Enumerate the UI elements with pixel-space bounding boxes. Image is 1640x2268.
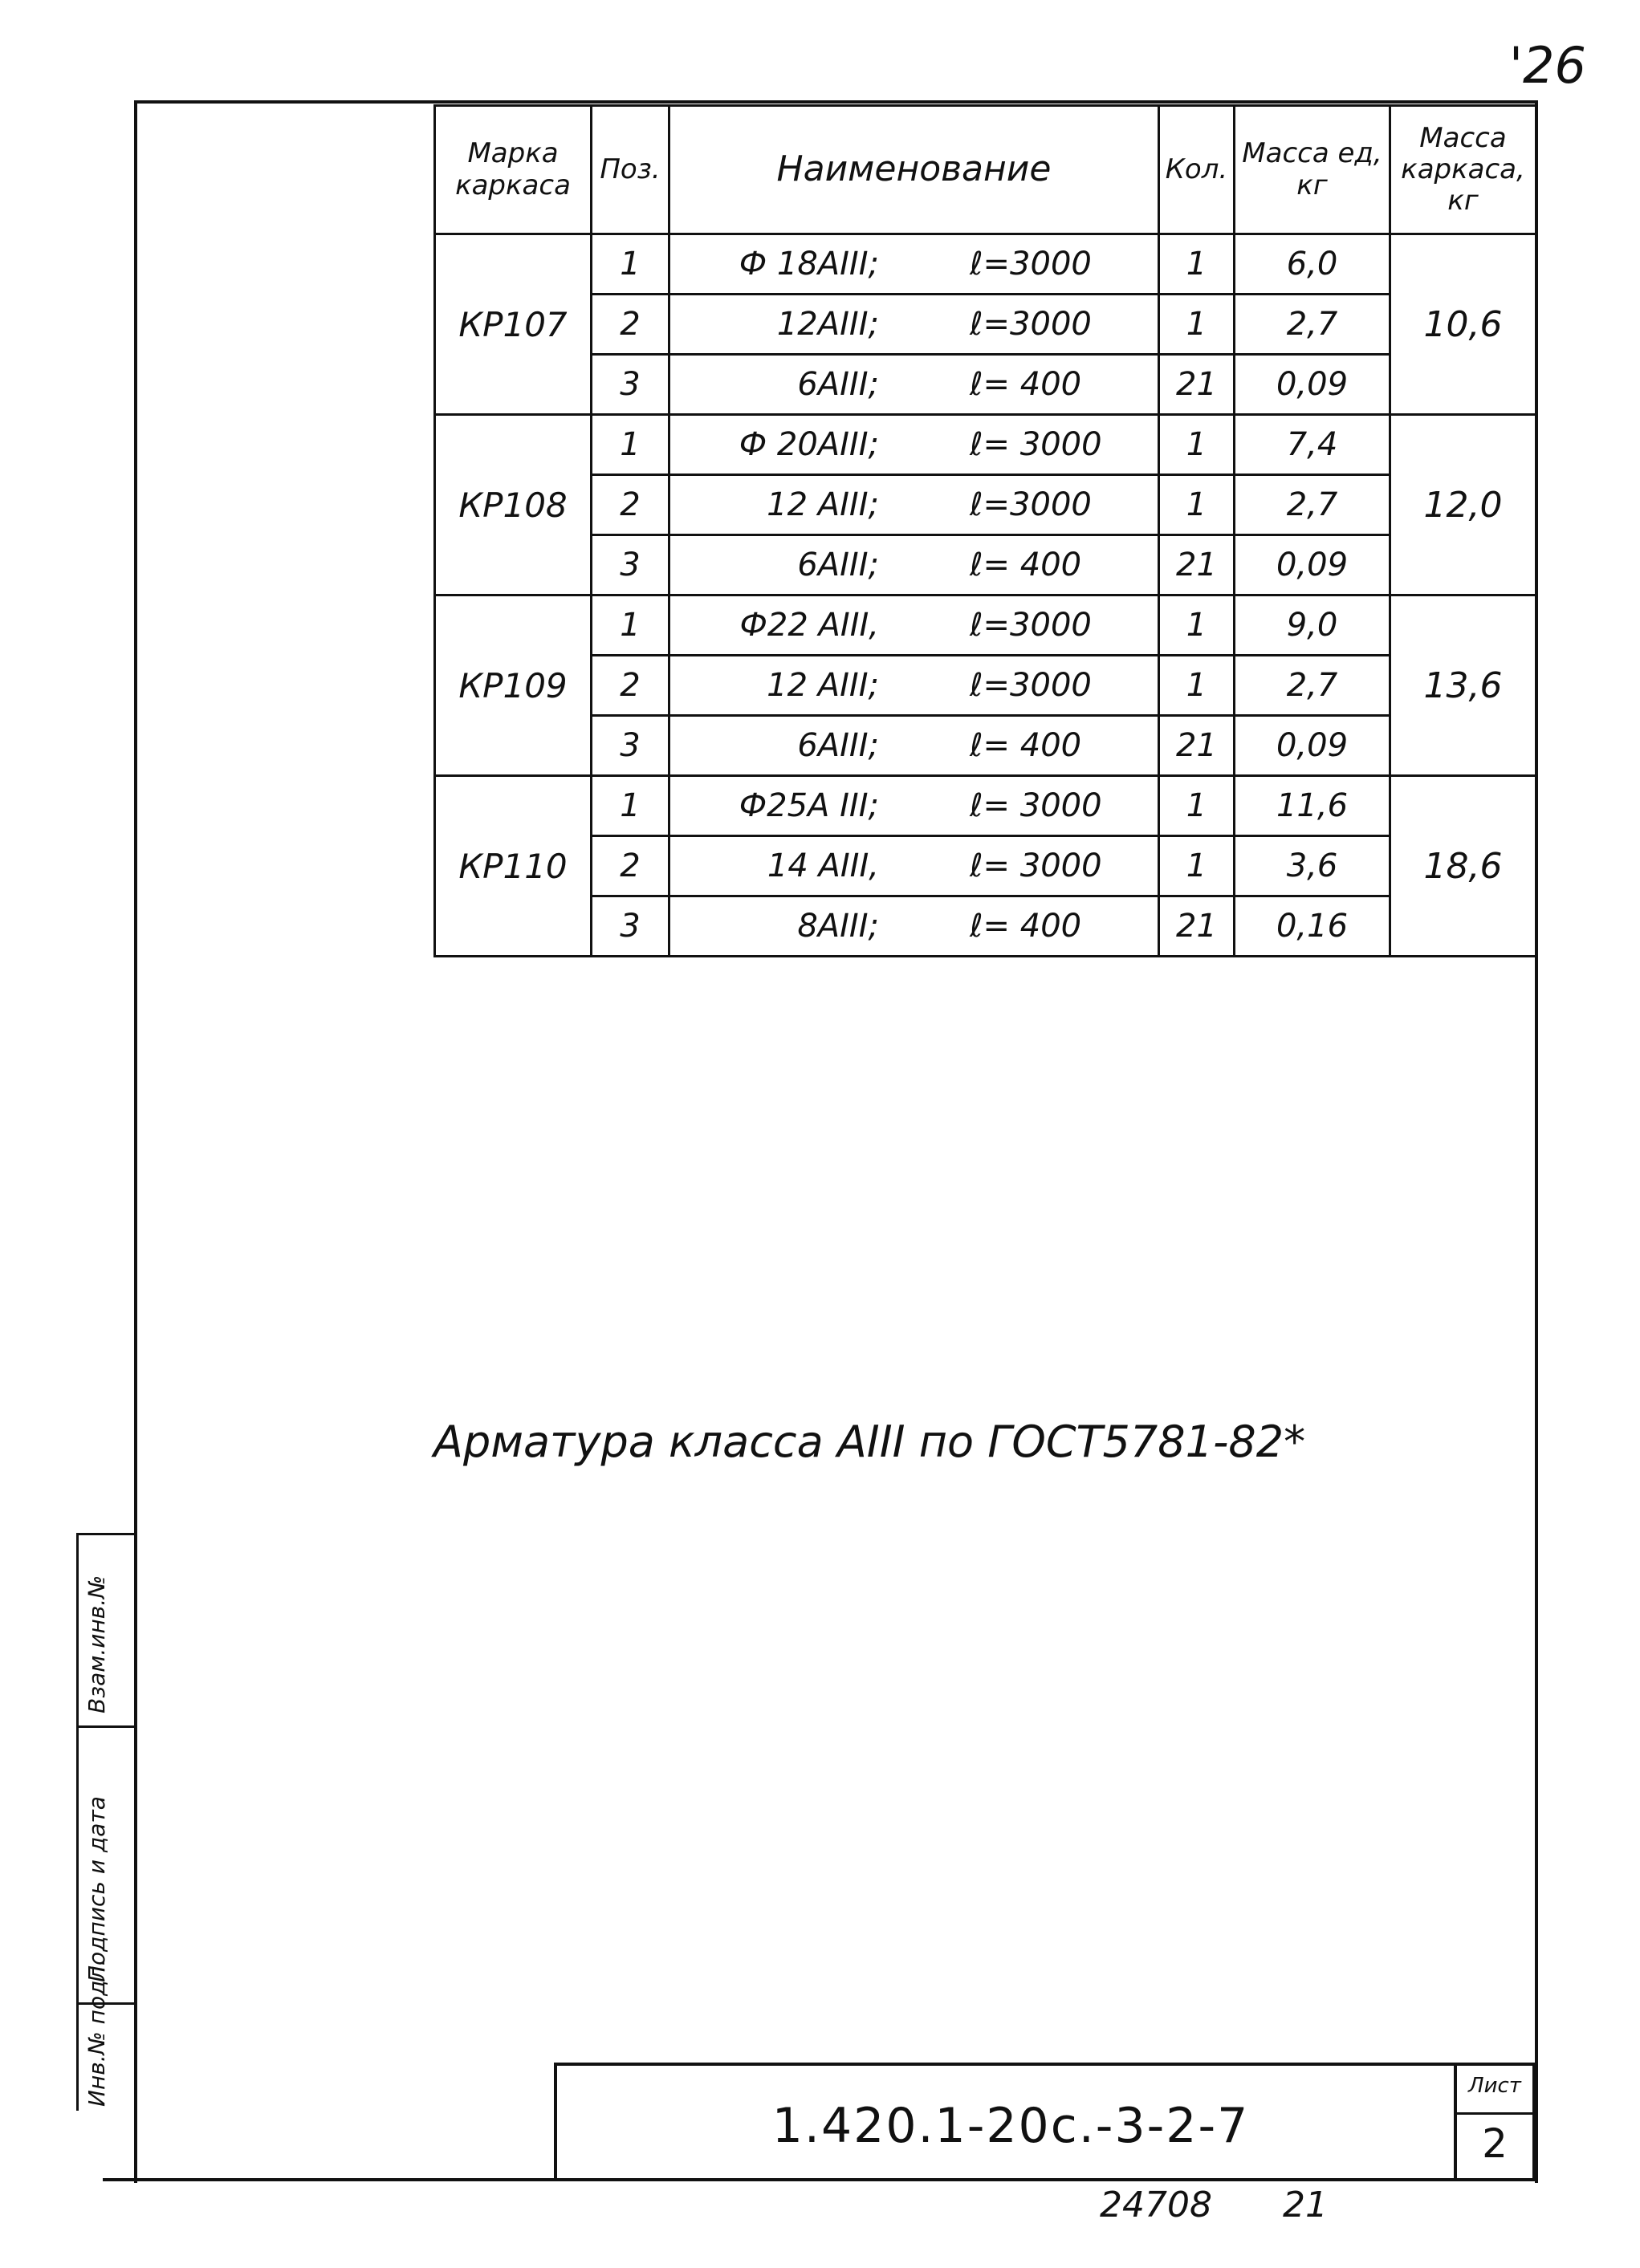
unit-mass-cell: 2,7 [1235,295,1390,355]
footer-number [1100,2185,1328,2225]
sheet-divider [1457,2112,1532,2115]
position-cell: 3 [592,716,669,776]
position-cell: 3 [592,896,669,957]
document-code: 1.420.1-20с.-3-2-7 [771,2098,1250,2154]
bar-length: ℓ= 3000 [970,787,1102,824]
bar-diameter: 6АIII; [797,727,879,764]
reinforcement-caption: Арматура класса АIII по ГОСТ5781-82* [433,1416,1306,1467]
position-cell: 2 [592,475,669,535]
table-row [435,415,1536,475]
unit-mass-cell: 0,09 [1235,716,1390,776]
frame-mark: КР107 [435,234,592,415]
table-header-row [435,106,1536,234]
page-number: '26 [1509,36,1586,95]
bar-diameter: Ф 18АIII; [739,246,879,282]
bar-length: ℓ= 400 [970,547,1082,583]
position-cell: 2 [592,656,669,716]
margin-strip-div-1 [76,1533,136,1535]
title-block [554,2063,1536,2181]
frame-top-line [136,100,1537,104]
bar-length: ℓ= 3000 [970,847,1102,884]
quantity-cell: 1 [1159,776,1235,836]
table-row [435,896,1536,957]
quantity-cell: 1 [1159,295,1235,355]
table-row [435,595,1536,656]
table-row [435,776,1536,836]
quantity-cell: 21 [1159,896,1235,957]
stamp-replace-inv: Взам.инв.№ [83,1575,110,1713]
quantity-cell: 1 [1159,836,1235,896]
frame-mass-total: 10,6 [1390,234,1536,415]
stamp-inv-no: Инв.№ подл. [83,1958,110,2107]
bar-length: ℓ=3000 [970,246,1092,282]
bar-length: ℓ=3000 [970,607,1092,644]
bar-length: ℓ=3000 [970,486,1092,523]
frame-mass-total: 18,6 [1390,776,1536,957]
unit-mass-cell: 7,4 [1235,415,1390,475]
margin-strip-left-line [76,1533,79,2111]
bar-diameter: 6АIII; [797,547,879,583]
position-cell: 3 [592,355,669,415]
table-row [435,295,1536,355]
frame-mark: КР110 [435,776,592,957]
header-qty: Кол. [1159,106,1235,234]
bar-diameter: Ф 20АIII; [739,426,879,463]
name-cell [669,595,1159,656]
sheet-label: Лист [1468,2074,1521,2098]
bar-length: ℓ= 400 [970,366,1082,403]
unit-mass-cell: 9,0 [1235,595,1390,656]
position-cell: 2 [592,295,669,355]
bar-diameter: 12 АIII; [767,486,879,523]
header-mark: Марка каркаса [435,106,592,234]
name-cell [669,234,1159,295]
quantity-cell: 21 [1159,716,1235,776]
bar-length: ℓ=3000 [970,667,1092,704]
position-cell: 1 [592,776,669,836]
name-cell [669,716,1159,776]
footer-format: 21 [1282,2185,1328,2225]
position-cell: 1 [592,595,669,656]
table-row [435,535,1536,595]
bar-diameter: 6АIII; [797,366,879,403]
frame-mark: КР108 [435,415,592,595]
bar-diameter: 8АIII; [797,908,879,945]
unit-mass-cell: 3,6 [1235,836,1390,896]
bar-length: ℓ= 400 [970,908,1082,945]
position-cell: 1 [592,415,669,475]
header-name: Наименование [669,106,1159,234]
name-cell [669,836,1159,896]
header-frame-mass: Масса каркаса, кг [1390,106,1536,234]
name-cell [669,475,1159,535]
name-cell [669,415,1159,475]
bar-diameter: Ф25А III; [739,787,879,824]
name-cell [669,896,1159,957]
quantity-cell: 1 [1159,595,1235,656]
margin-strip-div-2 [76,1725,136,1728]
footer-archive-number: 24708 [1100,2185,1212,2225]
bar-diameter: 12 АIII; [767,667,879,704]
header-pos: Поз. [592,106,669,234]
bar-diameter: 14 АIII, [767,847,879,884]
unit-mass-cell: 2,7 [1235,475,1390,535]
sheet-box [1454,2066,1532,2178]
frame-left-line [134,100,137,2183]
unit-mass-cell: 6,0 [1235,234,1390,295]
bar-diameter: Ф22 АIII, [739,607,879,644]
quantity-cell: 21 [1159,535,1235,595]
stamp-sign-date: Подпись и дата [83,1796,110,1982]
quantity-cell: 1 [1159,656,1235,716]
quantity-cell: 1 [1159,475,1235,535]
table-row [435,836,1536,896]
name-cell [669,535,1159,595]
bar-length: ℓ= 400 [970,727,1082,764]
unit-mass-cell: 0,16 [1235,896,1390,957]
table-row [435,656,1536,716]
bar-length: ℓ= 3000 [970,426,1102,463]
header-unit-mass: Масса ед, кг [1235,106,1390,234]
position-cell: 3 [592,535,669,595]
bar-diameter: 12АIII; [776,306,879,343]
quantity-cell: 1 [1159,415,1235,475]
frame-mass-total: 13,6 [1390,595,1536,776]
table-row [435,355,1536,415]
frame-mark: КР109 [435,595,592,776]
table-row [435,234,1536,295]
bar-length: ℓ=3000 [970,306,1092,343]
table-row [435,716,1536,776]
table-row [435,475,1536,535]
unit-mass-cell: 0,09 [1235,535,1390,595]
sheet-number: 2 [1482,2120,1508,2167]
quantity-cell: 21 [1159,355,1235,415]
name-cell [669,355,1159,415]
unit-mass-cell: 0,09 [1235,355,1390,415]
position-cell: 1 [592,234,669,295]
spec-table [433,104,1537,957]
name-cell [669,656,1159,716]
unit-mass-cell: 2,7 [1235,656,1390,716]
name-cell [669,295,1159,355]
quantity-cell: 1 [1159,234,1235,295]
unit-mass-cell: 11,6 [1235,776,1390,836]
frame-mass-total: 12,0 [1390,415,1536,595]
position-cell: 2 [592,836,669,896]
name-cell [669,776,1159,836]
